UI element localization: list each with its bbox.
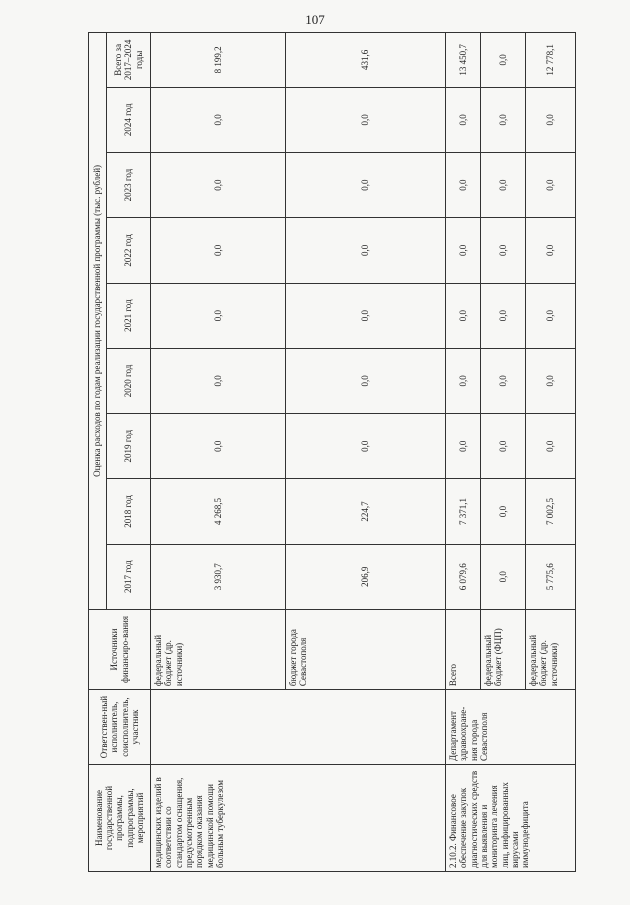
- header-year: 2019 год: [107, 414, 151, 479]
- value-cell: 0,0: [526, 152, 576, 217]
- value-cell: 0,0: [481, 544, 526, 609]
- value-cell: 7 371,1: [446, 479, 481, 544]
- table-row: [446, 33, 481, 872]
- value-cell: 0,0: [526, 348, 576, 413]
- total-cell: 8 199,2: [151, 33, 286, 88]
- value-cell: 0,0: [151, 218, 286, 283]
- value-cell: 206,9: [286, 544, 446, 609]
- header-year: 2021 год: [107, 283, 151, 348]
- rotated-table-container: [88, 32, 575, 872]
- value-cell: 0,0: [286, 87, 446, 152]
- budget-table-wrapper: [88, 32, 575, 872]
- value-cell: 0,0: [151, 414, 286, 479]
- value-cell: 0,0: [286, 283, 446, 348]
- value-cell: 0,0: [286, 218, 446, 283]
- funding-source-cell: федеральный бюджет (ФЦП): [481, 609, 526, 689]
- header-year: 2017 год: [107, 544, 151, 609]
- value-cell: 0,0: [446, 152, 481, 217]
- header-executor: Ответствен-ный исполнитель, соисполнитель, участник: [89, 690, 151, 765]
- header-year: 2024 год: [107, 87, 151, 152]
- value-cell: 0,0: [481, 479, 526, 544]
- value-cell: 0,0: [446, 87, 481, 152]
- value-cell: 4 268,5: [151, 479, 286, 544]
- total-cell: 12 778,1: [526, 33, 576, 88]
- total-cell: 431,6: [286, 33, 446, 88]
- value-cell: 0,0: [481, 414, 526, 479]
- value-cell: 6 079,6: [446, 544, 481, 609]
- value-cell: 7 002,5: [526, 479, 576, 544]
- value-cell: 0,0: [526, 414, 576, 479]
- header-year: 2022 год: [107, 218, 151, 283]
- value-cell: 0,0: [526, 283, 576, 348]
- value-cell: 0,0: [526, 218, 576, 283]
- value-cell: 0,0: [446, 283, 481, 348]
- value-cell: 0,0: [151, 87, 286, 152]
- executor-cell: Департамент здравоохране-ния города Севастополя: [446, 690, 576, 765]
- value-cell: 0,0: [286, 414, 446, 479]
- header-year: 2018 год: [107, 479, 151, 544]
- funding-source-cell: Всего: [446, 609, 481, 689]
- value-cell: 3 930,7: [151, 544, 286, 609]
- value-cell: 0,0: [446, 348, 481, 413]
- value-cell: 0,0: [481, 218, 526, 283]
- header-total: Всего за 2017–2024 годы: [107, 33, 151, 88]
- value-cell: 0,0: [481, 348, 526, 413]
- value-cell: 0,0: [151, 152, 286, 217]
- value-cell: 0,0: [481, 283, 526, 348]
- value-cell: 0,0: [526, 87, 576, 152]
- value-cell: 0,0: [446, 218, 481, 283]
- executor-cell: [151, 690, 446, 765]
- header-program-name: Наименование государственной программы, подпрограммы, мероприятий: [89, 765, 151, 872]
- program-name-cell: 2.10.2. Финансовое обеспечение закупок диагностических средств для выявления и мониторинга лечения лиц, инфицированных вирусами иммунодефицита: [446, 765, 576, 872]
- value-cell: 0,0: [481, 152, 526, 217]
- funding-source-cell: бюджет города Севастополя: [286, 609, 446, 689]
- header-year: 2020 год: [107, 348, 151, 413]
- value-cell: 0,0: [151, 348, 286, 413]
- page-number: 107: [305, 12, 325, 27]
- value-cell: 0,0: [286, 348, 446, 413]
- value-cell: 5 775,6: [526, 544, 576, 609]
- header-funding-source: Источники финансиро-вания: [89, 609, 151, 689]
- header-estimate-group: Оценка расходов по годам реализации государственной программы (тыс. рублей): [89, 33, 107, 610]
- header-year: 2023 год: [107, 152, 151, 217]
- funding-source-cell: федеральный бюджет (др. источники): [151, 609, 286, 689]
- funding-source-cell: федеральный бюджет (др. источники): [526, 609, 576, 689]
- table-row: [151, 33, 286, 872]
- value-cell: 0,0: [481, 87, 526, 152]
- value-cell: 0,0: [446, 414, 481, 479]
- value-cell: 0,0: [286, 152, 446, 217]
- total-cell: 0,0: [481, 33, 526, 88]
- value-cell: 224,7: [286, 479, 446, 544]
- value-cell: 0,0: [151, 283, 286, 348]
- program-name-cell: медицинских изделий в соответствии со стандартом оснащения, предусмотренным порядком оказания медицинской помощи больным туберкулезом: [151, 765, 446, 872]
- budget-table: [88, 32, 576, 872]
- total-cell: 13 450,7: [446, 33, 481, 88]
